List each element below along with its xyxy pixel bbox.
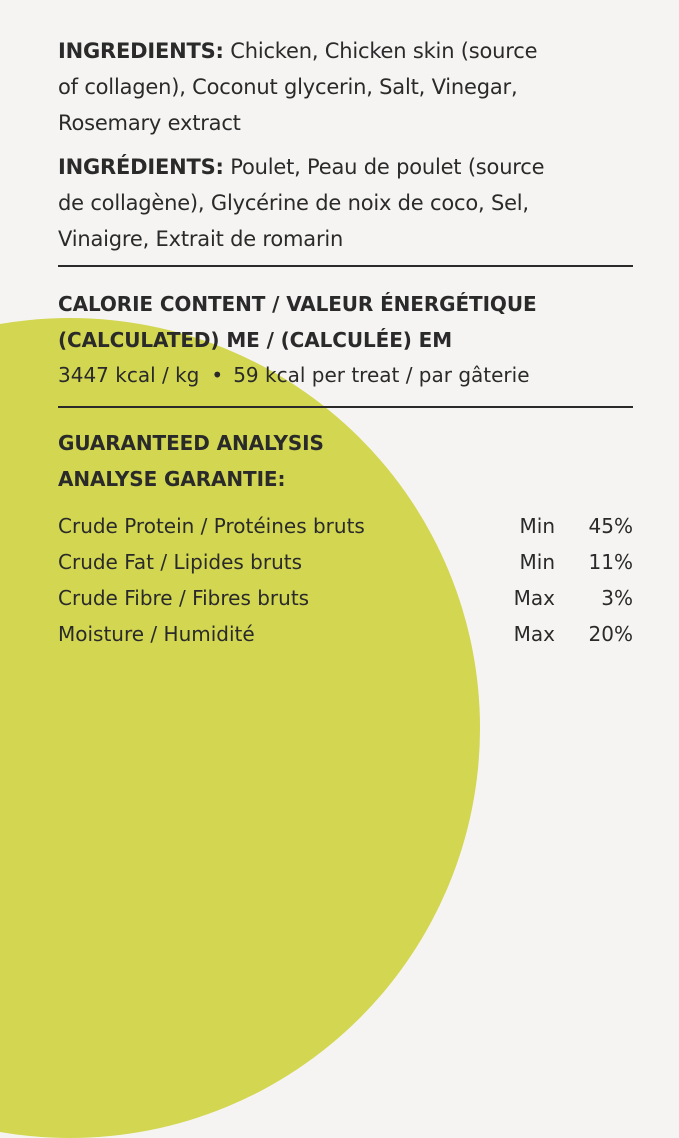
- ingredients-english-text-2: of collagen), Coconut glycerin, Salt, Vinegar,: [58, 75, 518, 99]
- nutrient-value: 45%: [588, 514, 633, 538]
- calorie-heading-line-1: CALORIE CONTENT / VALEUR ÉNERGÉTIQUE: [58, 292, 537, 316]
- ingredients-french-text-2: de collagène), Glycérine de noix de coco, Sel,: [58, 191, 529, 215]
- nutrient-name: Crude Protein / Protéines bruts: [58, 514, 365, 538]
- analysis-heading-line-2: ANALYSE GARANTIE:: [58, 467, 286, 491]
- ingredients-french: [58, 149, 633, 257]
- calorie-heading-line-2: (CALCULATED) ME / (CALCULÉE) EM: [58, 328, 453, 352]
- calorie-per-kg: 3447 kcal / kg: [58, 363, 200, 387]
- nutrient-qualifier: Min: [519, 550, 555, 574]
- ingredients-french-line-1: [58, 149, 633, 185]
- nutrient-qualifier: Max: [513, 622, 555, 646]
- divider-top: [58, 265, 633, 267]
- ingredients-french-label: INGRÉDIENTS:: [58, 155, 224, 179]
- analysis-heading-line-1: GUARANTEED ANALYSIS: [58, 431, 324, 455]
- ingredients-english-text-1: Chicken, Chicken skin (source: [223, 39, 538, 63]
- ingredients-french-text-3: Vinaigre, Extrait de romarin: [58, 227, 344, 251]
- ingredients-english: [58, 33, 633, 141]
- nutrient-qualifier: Max: [513, 586, 555, 610]
- nutrient-name: Crude Fat / Lipides bruts: [58, 550, 303, 574]
- analysis-heading: [58, 425, 633, 497]
- nutrient-value: 3%: [601, 586, 633, 610]
- nutrient-name: Crude Fibre / Fibres bruts: [58, 586, 310, 610]
- analysis-row-protein: [58, 508, 633, 544]
- bullet-separator: •: [211, 363, 224, 387]
- analysis-row-moisture: [58, 616, 633, 652]
- analysis-row-fat: [58, 544, 633, 580]
- ingredients-english-line-1: [58, 33, 633, 69]
- divider-bottom: [58, 406, 633, 408]
- calorie-values: [58, 357, 530, 393]
- analysis-row-fibre: [58, 580, 633, 616]
- calorie-heading: [58, 286, 633, 358]
- calorie-per-treat: 59 kcal per treat / par gâterie: [233, 363, 530, 387]
- nutrient-value: 20%: [588, 622, 633, 646]
- ingredients-english-label: INGREDIENTS:: [58, 39, 224, 63]
- ingredients-english-text-3: Rosemary extract: [58, 111, 241, 135]
- ingredients-french-text-1: Poulet, Peau de poulet (source: [223, 155, 545, 179]
- nutrient-name: Moisture / Humidité: [58, 622, 255, 646]
- nutrient-value: 11%: [588, 550, 633, 574]
- nutrient-qualifier: Min: [519, 514, 555, 538]
